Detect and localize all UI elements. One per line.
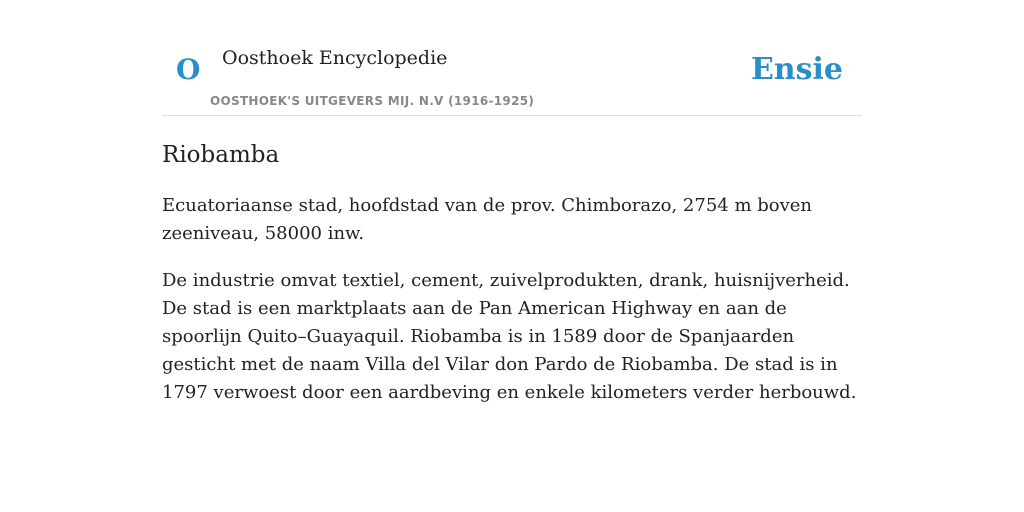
publisher-label: OOSTHOEK'S UITGEVERS MIJ. N.V (1916-1925) — [210, 94, 535, 108]
ensie-logo-link[interactable]: Ensie — [750, 52, 843, 87]
entry-title: Riobamba — [162, 142, 280, 168]
encyclopedia-logo-icon[interactable]: O — [176, 53, 201, 86]
entry-paragraph: De industrie omvat textiel, cement, zuivelprodukten, drank, huisnijverheid. De stad is een marktplaats aan de Pan American Highway en aan de spoorlijn Quito–Guayaquil. Riobamba is in 1589 door de Spanjaarden gesticht met de naam Villa del Vilar don Pardo de Riobamba. De stad is in 1797 verwoest door een aardbeving en enkele kilometers verder herbouwd. — [162, 270, 857, 403]
encyclopedia-title-link[interactable]: Oosthoek Encyclopedie — [222, 47, 448, 69]
entry-paragraph: Ecuatoriaanse stad, hoofdstad van de prov. Chimborazo, 2754 m boven zeeniveau, 58000 inw. — [162, 195, 813, 244]
page — [162, 0, 862, 407]
header — [162, 44, 862, 116]
